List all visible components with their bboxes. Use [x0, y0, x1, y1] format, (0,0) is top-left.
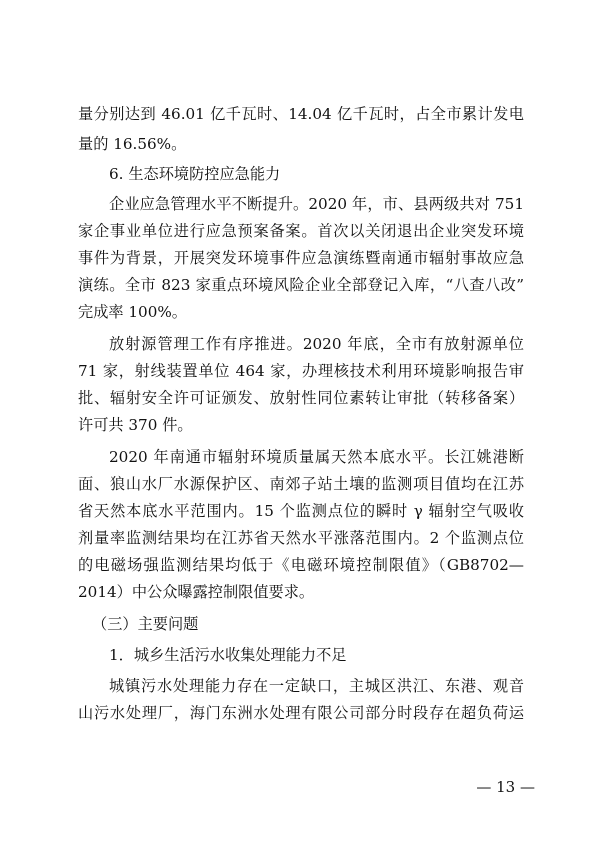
text-line: 企业应急管理水平不断提升。2020 年，市、县两级共对 751: [109, 195, 524, 213]
text-line: 事件为背景，开展突发环境事件应急演练暨南通市辐射事故应急: [78, 249, 524, 267]
text-line: 剂量率监测结果均在江苏省天然水平涨落范围内。2 个监测点位: [78, 529, 524, 547]
text-line: 山污水处理厂，海门东洲水处理有限公司部分时段存在超负荷运: [78, 704, 524, 722]
text-line: 量分别达到 46.01 亿千瓦时、14.04 亿千瓦时，占全市累计发电: [78, 105, 524, 123]
section-heading: 6. 生态环境防控应急能力: [109, 165, 281, 183]
text-line: 的电磁场强监测结果均低于《电磁环境控制限值》（GB8702—: [78, 556, 524, 574]
text-line: 省天然本底水平范围内。15 个监测点位的瞬时 γ 辐射空气吸收: [78, 502, 524, 520]
text-line: 放射源管理工作有序推进。2020 年底，全市有放射源单位: [109, 335, 524, 353]
subsection-heading: 1．城乡生活污水收集处理能力不足: [109, 646, 347, 664]
text-line: 完成率 100%。: [78, 303, 187, 321]
text-line: 2020 年南通市辐射环境质量属天然本底水平。长江姚港断: [109, 448, 524, 466]
text-line: 演练。全市 823 家重点环境风险企业全部登记入库，“八查八改”: [78, 276, 524, 294]
text-line: 批、辐射安全许可证颁发、放射性同位素转让审批（转移备案）: [78, 389, 524, 407]
page-number: — 13 —: [476, 778, 535, 796]
text-line: 面、狼山水厂水源保护区、南郊子站土壤的监测项目值均在江苏: [78, 475, 524, 493]
text-line: 量的 16.56%。: [78, 135, 187, 153]
text-line: 家企事业单位进行应急预案备案。首次以关闭退出企业突发环境: [78, 222, 524, 240]
text-line: 城镇污水处理能力存在一定缺口，主城区洪江、东港、观音: [109, 677, 524, 695]
section-heading: （三）主要问题: [92, 615, 199, 633]
text-line: 许可共 370 件。: [78, 416, 193, 434]
text-line: 71 家，射线装置单位 464 家，办理核技术利用环境影响报告审: [78, 362, 524, 380]
text-line: 2014）中公众曝露控制限值要求。: [78, 583, 315, 601]
